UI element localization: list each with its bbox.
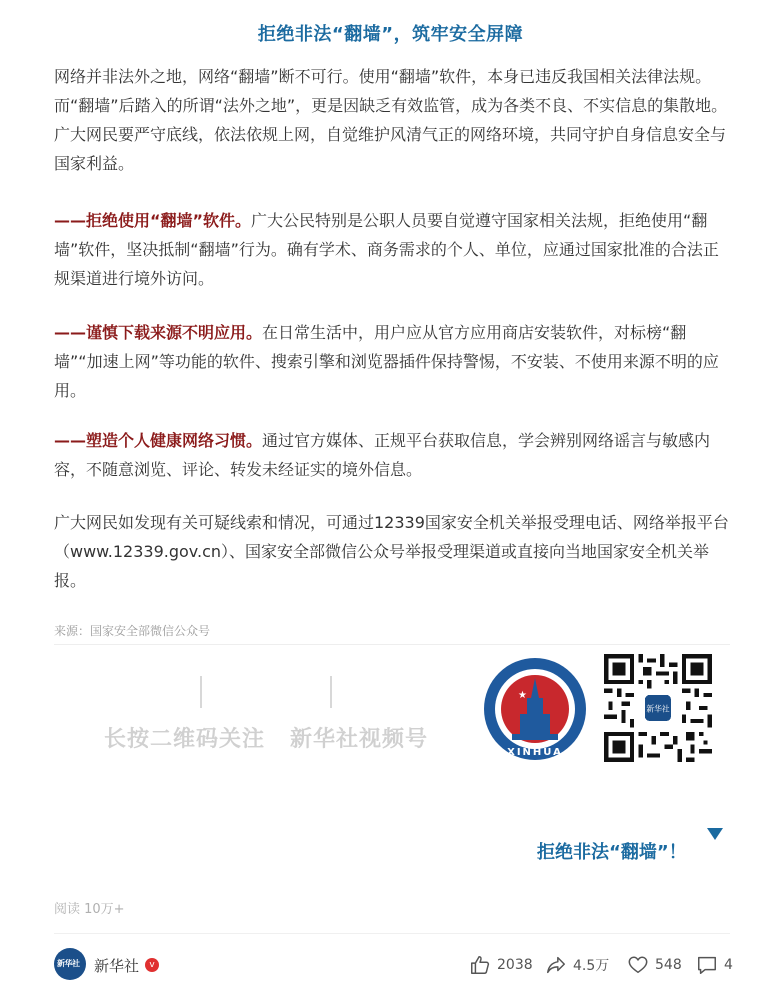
qr-center-logo-text: 新华社 xyxy=(646,704,670,714)
svg-text:★: ★ xyxy=(518,690,527,701)
divider xyxy=(54,644,730,645)
banner-divider-left xyxy=(200,676,202,708)
favorite-count: 548 xyxy=(655,957,682,973)
section-body-2: 在日常生活中，用户应从官方应用商店安装软件，对标榜“翻墙”“加速上网”等功能的软件、搜索引擎和浏览器插件保持警惕，不安装、不使用来源不明的应用。 xyxy=(54,323,719,400)
article-title: 拒绝非法“翻墙”，筑牢安全屏障 xyxy=(257,24,524,45)
emblem-text: XINHUA xyxy=(507,747,563,758)
section-paragraph-3 xyxy=(54,426,734,484)
xinhua-emblem xyxy=(482,656,588,762)
banner-divider-right xyxy=(330,676,332,708)
like-button[interactable] xyxy=(469,954,533,976)
section-paragraph-1 xyxy=(54,206,734,293)
comment-icon xyxy=(696,954,718,976)
section-paragraph-2 xyxy=(54,318,734,405)
account-name[interactable]: 新华社 xyxy=(94,957,140,975)
share-button[interactable] xyxy=(545,954,609,976)
footer-divider xyxy=(54,933,730,934)
verified-badge-icon: v xyxy=(145,958,159,972)
thumbs-up-icon xyxy=(469,954,491,976)
intro-paragraph: 网络并非法外之地，网络“翻墙”断不可行。使用“翻墙”软件，本身已违反我国相关法律法规。而“翻墙”后踏入的所谓“法外之地”，更是因缺乏有效监管，成为各类不良、不实信息的集散地。广大网民要严守底线，依法依规上网，自觉维护风清气正的网络环境，共同守护自身信息安全与国家利益。 xyxy=(54,67,728,173)
like-count: 2038 xyxy=(497,957,533,973)
share-count: 4.5万 xyxy=(573,958,610,974)
qr-code[interactable] xyxy=(604,654,712,762)
triangle-down-icon xyxy=(707,828,723,840)
section-lead-1: ——拒绝使用“翻墙”软件。 xyxy=(54,211,252,230)
favorite-button[interactable] xyxy=(627,954,682,976)
slogan-text: 拒绝非法“翻墙”！ xyxy=(537,842,687,863)
channel-name-text: 新华社视频号 xyxy=(290,727,429,752)
section-lead-3: ——塑造个人健康网络习惯。 xyxy=(54,431,263,450)
source-line: 来源：国家安全部微信公众号 xyxy=(54,624,211,638)
comment-button[interactable] xyxy=(696,954,733,976)
qr-hint-text: 长按二维码关注 xyxy=(104,727,266,752)
closing-paragraph: 广大网民如发现有关可疑线索和情况，可通过12339国家安全机关举报受理电话、网络举报平台（www.12339.gov.cn）、国家安全部微信公众号举报受理渠道或直接向当地国家安全机关举报。 xyxy=(54,513,729,590)
section-body-1: 广大公民特别是公职人员要自觉遵守国家相关法规，拒绝使用“翻墙”软件，坚决抵制“翻墙”行为。确有学术、商务需求的个人、单位，应通过国家批准的合法正规渠道进行境外访问。 xyxy=(54,211,719,288)
read-count: 阅读 10万+ xyxy=(54,902,125,917)
section-lead-2: ——谨慎下载来源不明应用。 xyxy=(54,323,263,342)
heart-icon xyxy=(627,954,649,976)
section-body-3: 通过官方媒体、正规平台获取信息，学会辨别网络谣言与敏感内容，不随意浏览、评论、转发未经证实的境外信息。 xyxy=(54,431,711,479)
avatar-text: 新华社 xyxy=(57,959,80,968)
account-avatar[interactable] xyxy=(54,948,86,980)
share-arrow-icon xyxy=(545,954,567,976)
comment-count: 4 xyxy=(724,957,733,973)
